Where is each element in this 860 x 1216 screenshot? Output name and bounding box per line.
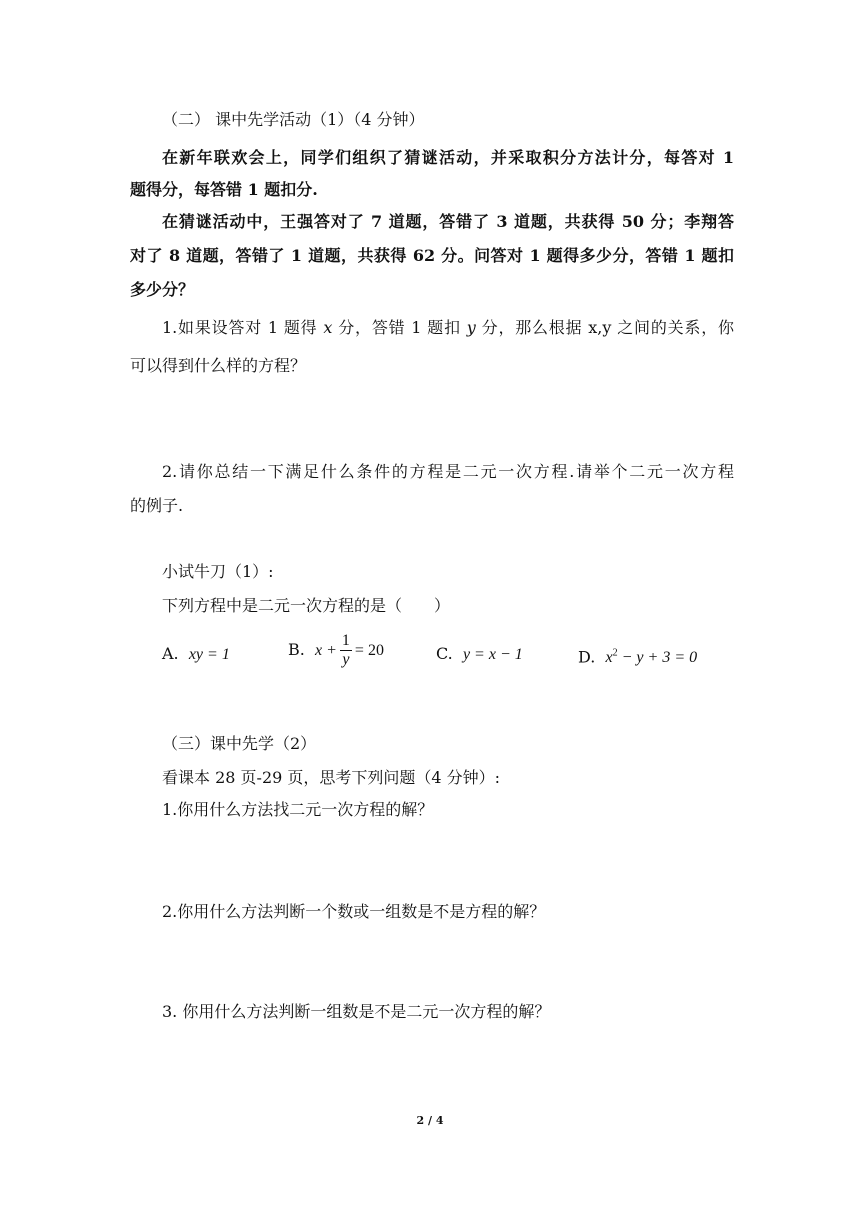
section-3-question-3: 3. 你用什么方法判断一组数是不是二元一次方程的解？ xyxy=(162,1002,551,1021)
intro-line-1: 在新年联欢会上，同学们组织了猜谜活动，并采取积分方法计分，每答对 1 xyxy=(162,148,734,167)
option-d-expression: $x^2 - y + 3 = 0$ xyxy=(605,648,698,667)
option-a-expression: xy = 1 xyxy=(188,646,230,663)
story-line-3: 多少分？ xyxy=(130,280,195,299)
section-3-heading: （三）课中先学（2） xyxy=(162,734,317,753)
section-3-question-1: 1.你用什么方法找二元一次方程的解？ xyxy=(162,800,434,819)
story-line-2: 对了 8 道题，答错了 1 道题，共获得 62 分。问答对 1 题得多少分，答错 1 题扣 xyxy=(130,246,734,265)
option-a: A. xy = 1 xyxy=(162,644,230,663)
option-b: B. x + $\frac{1}{y}$ = 20 xyxy=(288,632,384,668)
option-c: C. y = x − 1 xyxy=(436,644,523,663)
question-1-line-2: 可以得到什么样的方程？ xyxy=(130,356,307,375)
question-2-line-2: 的例子. xyxy=(130,496,184,515)
practice-question: 下列方程中是二元一次方程的是（ ） xyxy=(162,596,451,615)
section-3-instruction: 看课本 28 页-29 页，思考下列问题（4 分钟）: xyxy=(162,768,501,787)
option-b-fraction: $\frac{1}{y}$ xyxy=(341,632,350,668)
option-c-expression: y = x − 1 xyxy=(462,646,523,663)
intro-line-2: 题得分，每答错 1 题扣分. xyxy=(130,180,318,199)
option-d: D. $x^2 - y + 3 = 0$ xyxy=(578,647,698,667)
story-line-1: 在猜谜活动中，王强答对了 7 道题，答错了 3 道题，共获得 50 分；李翔答 xyxy=(162,212,734,231)
question-1-line-1: 1.如果设答对 1 题得 x 分，答错 1 题扣 y 分，那么根据 x,y 之间的关系，你 xyxy=(162,318,734,337)
section-2-heading: （二） 课中先学活动（1）（4 分钟） xyxy=(162,110,425,129)
practice-title: 小试牛刀（1）: xyxy=(162,562,274,581)
section-3-question-2: 2.你用什么方法判断一个数或一组数是不是方程的解？ xyxy=(162,902,546,921)
question-2-line-1: 2.请你总结一下满足什么条件的方程是二元一次方程.请举个二元一次方程 xyxy=(162,462,734,481)
page-number: 2 / 4 xyxy=(416,1114,444,1127)
